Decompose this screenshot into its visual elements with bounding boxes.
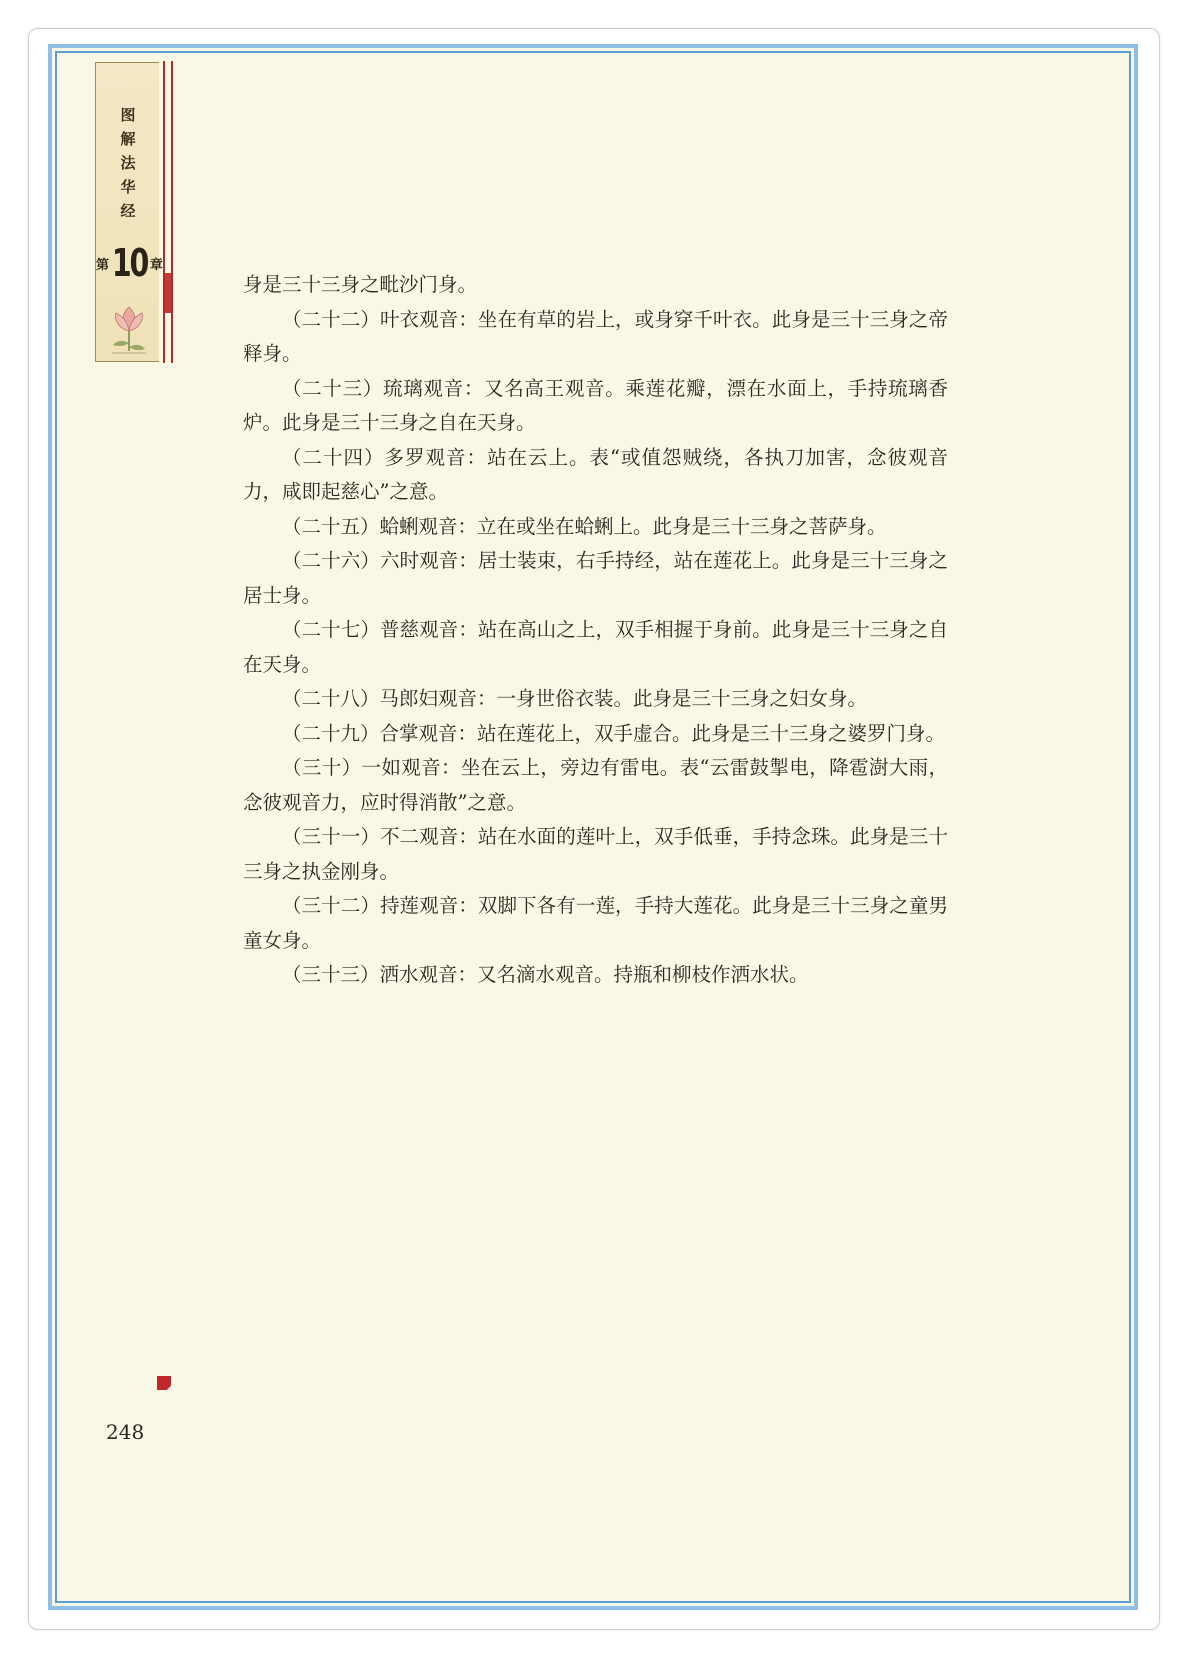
book-title-char: 法 <box>120 154 136 172</box>
chapter-tab-rail <box>163 61 173 363</box>
paragraph: （二十八）马郎妇观音：一身世俗衣装。此身是三十三身之妇女身。 <box>282 687 868 710</box>
chapter-tab-rail-accent <box>165 273 171 313</box>
paragraph: （三十一）不二观音：站在水面的莲叶上，双手低垂，手持念珠。此身是三十三身之执金刚身。 <box>243 825 948 883</box>
paragraph: （二十七）普慈观音：站在高山之上，双手相握于身前。此身是三十三身之自在天身。 <box>243 618 948 676</box>
paragraph: （二十九）合掌观音：站在莲花上，双手虚合。此身是三十三身之婆罗门身。 <box>282 721 946 745</box>
paragraph: 身是三十三身之毗沙门身。 <box>243 273 478 296</box>
chapter-suffix: 章 <box>149 257 163 273</box>
paragraph: （三十）一如观音：坐在云上，旁边有雷电。表“云雷鼓掣电，降雹澍大雨，念彼观音力，应时得消散”之意。 <box>243 756 948 814</box>
book-title-char: 华 <box>120 178 136 196</box>
chapter-prefix: 第 <box>96 257 110 273</box>
book-title-vertical <box>96 103 160 223</box>
paragraph: （二十五）蛤蜊观音：立在或坐在蛤蜊上。此身是三十三身之菩萨身。 <box>282 514 887 538</box>
paragraph: （三十三）洒水观音：又名滴水观音。持瓶和柳枝作洒水状。 <box>282 963 809 986</box>
book-title-char: 图 <box>120 106 136 124</box>
page-number: 248 <box>106 1420 145 1444</box>
paragraph: （三十二）持莲观音：双脚下各有一莲，手持大莲花。此身是三十三身之童男童女身。 <box>243 894 948 952</box>
body-text <box>243 268 948 993</box>
lotus-icon <box>108 301 150 355</box>
chapter-label <box>96 241 163 291</box>
paragraph: （二十四）多罗观音：站在云上。表“或值怨贼绕，各执刀加害，念彼观音力，咸即起慈心”之意。 <box>243 445 948 503</box>
book-title-char: 解 <box>120 130 136 148</box>
paragraph: （二十三）琉璃观音：又名高王观音。乘莲花瓣，漂在水面上，手持琉璃香炉。此身是三十三身之自在天身。 <box>243 376 948 434</box>
chapter-tab <box>95 62 163 362</box>
paragraph: （二十二）叶衣观音：坐在有草的岩上，或身穿千叶衣。此身是三十三身之帝释身。 <box>243 307 948 365</box>
paragraph: （二十六）六时观音：居士装束，右手持经，站在莲花上。此身是三十三身之居士身。 <box>243 549 948 607</box>
book-title-char: 经 <box>120 202 136 220</box>
chapter-number: 10 <box>111 241 148 285</box>
